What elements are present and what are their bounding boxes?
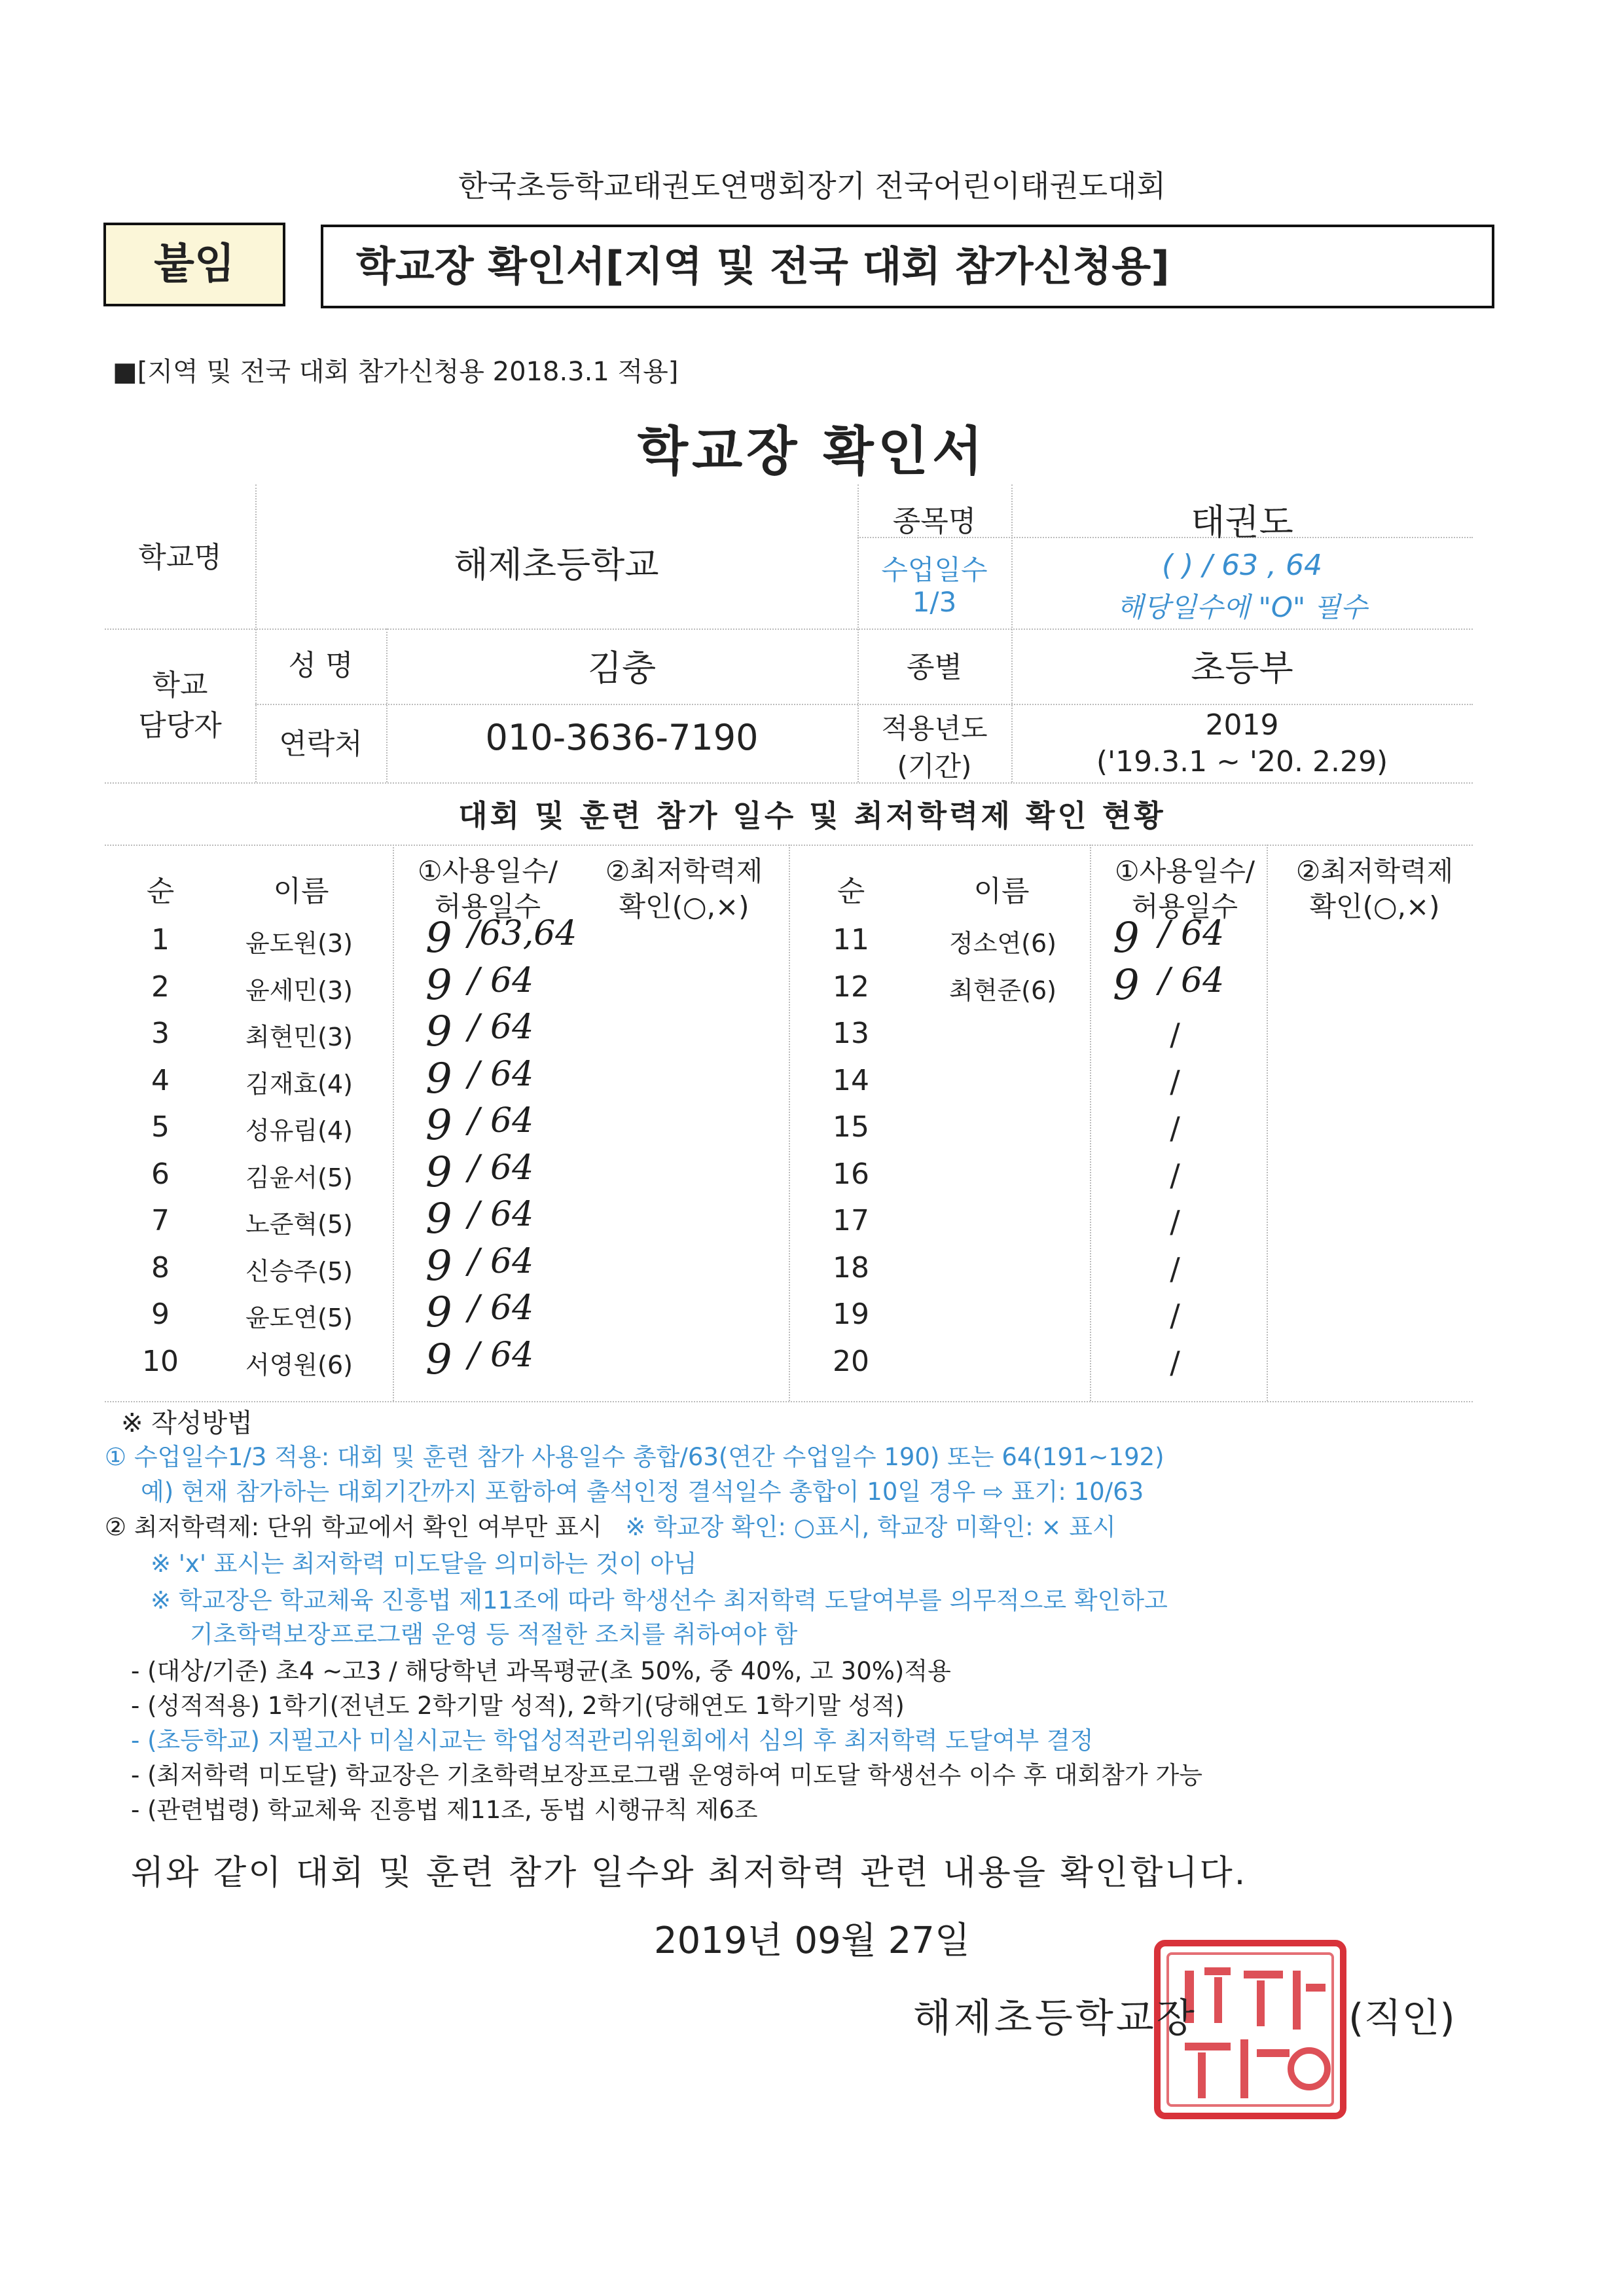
row-number: 14	[833, 1063, 869, 1097]
banner-title-box	[321, 225, 1494, 308]
contact-value: 010-3636-7190	[485, 717, 759, 758]
detail-5: - (관련법령) 학교체육 진흥법 제11조, 동법 시행규칙 제6조	[131, 1796, 758, 1824]
note-1b: 예) 현재 참가하는 대회기간까지 포함하여 출석인정 결석일수 총합이 10일 경우 ⇨ 표기: 10/63	[141, 1478, 1144, 1506]
division-value: 초등부	[1191, 647, 1293, 689]
used-days: 9	[425, 960, 452, 1010]
main-title: 학교장 확인서	[637, 421, 987, 482]
allowed-days: /	[1170, 1204, 1180, 1239]
student-name: 최현준(6)	[949, 975, 1056, 1005]
note-1a: ① 수업일수1/3 적용: 대회 및 훈련 참가 사용일수 총합/63(연간 수업일수 190) 또는 64(191~192)	[105, 1443, 1164, 1471]
confirm-text: 위와 같이 대회 및 훈련 참가 일수와 최저학력 관련 내용을 확인합니다.	[131, 1853, 1248, 1893]
allowed-days: / 64	[468, 1148, 534, 1188]
used-days: 9	[1113, 914, 1140, 962]
row-number: 13	[833, 1017, 869, 1050]
allowed-days: / 64	[468, 1054, 534, 1094]
student-name: 노준혁(5)	[245, 1210, 353, 1239]
used-days: 9	[1113, 960, 1140, 1010]
row-number: 12	[833, 970, 869, 1004]
row-number: 16	[833, 1157, 869, 1191]
allowed-days: /63,64	[468, 914, 577, 953]
allowed-days: / 64	[468, 1288, 534, 1328]
header-name-right: 이름	[973, 875, 1030, 908]
student-name: 서영원(6)	[245, 1350, 353, 1379]
school-name-value: 해제초등학교	[454, 544, 659, 585]
allowed-days: / 64	[468, 1008, 534, 1047]
row-number: 11	[833, 923, 869, 957]
allowed-days: / 64	[468, 960, 534, 1000]
header-days-left: ①사용일수/	[417, 855, 558, 887]
year-value: 2019	[1205, 708, 1279, 742]
used-days: 9	[425, 914, 452, 962]
allowed-days: /	[1170, 1110, 1180, 1146]
detail-4: - (최저학력 미도달) 학교장은 기초학력보장프로그램 운영하여 미도달 학생선수 이수 후 대회참가 가능	[131, 1761, 1203, 1789]
used-days: 9	[425, 1101, 452, 1150]
detail-2: - (성적적용) 1학기(전년도 2학기말 성적), 2학기(당해연도 1학기말 성적)	[131, 1692, 905, 1720]
allowed-days: / 64	[468, 1241, 534, 1281]
allowed-days: /	[1170, 1017, 1180, 1052]
allowed-days: /	[1170, 1344, 1180, 1380]
row-number: 4	[151, 1063, 170, 1097]
row-number: 9	[151, 1298, 170, 1331]
banner-title: 학교장 확인서[지역 및 전국 대회 참가신청용]	[356, 242, 1170, 290]
used-days: 9	[425, 1241, 452, 1290]
competition-header: 한국초등학교태권도연맹회장기 전국어린이태권도대회	[458, 168, 1166, 204]
header-days-right-2: 허용일수	[1131, 890, 1238, 922]
allowed-days: /	[1170, 1157, 1180, 1193]
note-4a: ※ 학교장은 학교체육 진흥법 제11조에 따라 학생선수 최저학력 도달여부를 의무적으로 확인하고	[151, 1586, 1168, 1614]
note-3: ※ 'x' 표시는 최저학력 미도달을 의미하는 것이 아님	[151, 1550, 697, 1578]
used-days: 9	[425, 1288, 452, 1337]
allowed-days: / 64	[468, 1195, 534, 1234]
school-name-label: 학교명	[138, 541, 222, 574]
header-min-right: ②최저학력제	[1295, 855, 1454, 887]
used-days: 9	[425, 1148, 452, 1197]
header-min-left: ②최저학력제	[605, 855, 763, 887]
student-name: 최현민(3)	[245, 1023, 353, 1051]
row-number: 18	[833, 1250, 869, 1285]
student-name: 신승주(5)	[245, 1256, 353, 1286]
signer-name: 해제초등학교장	[913, 1995, 1197, 2041]
row-number: 15	[833, 1110, 869, 1144]
method-title: ※ 작성방법	[121, 1408, 253, 1438]
header-no-right: 순	[837, 875, 865, 908]
note-2-text: ② 최저학력제: 단위 학교에서 확인 여부만 표시	[105, 1513, 602, 1541]
header-days-right: ①사용일수/	[1114, 855, 1255, 887]
status-title: 대회 및 훈련 참가 일수 및 최저학력제 확인 현황	[458, 798, 1166, 833]
used-days: 9	[425, 1008, 452, 1056]
row-number: 17	[833, 1204, 869, 1237]
allowed-days: /	[1170, 1250, 1180, 1286]
row-number: 2	[151, 970, 170, 1004]
header-no-left: 순	[146, 875, 175, 908]
row-number: 6	[151, 1157, 170, 1191]
student-name: 윤도연(5)	[245, 1303, 353, 1332]
detail-1: - (대상/기준) 초4 ~고3 / 해당학년 과목평균(초 50%, 중 40%, 고 30%)적용	[131, 1657, 951, 1685]
date: 2019년 09월 27일	[654, 1920, 970, 1962]
allowed-days: / 64	[468, 1335, 534, 1375]
student-name: 김윤서(5)	[245, 1163, 353, 1192]
contact-label: 연락처	[279, 727, 363, 761]
staff-label-1: 학교	[152, 668, 208, 702]
note-2	[105, 1507, 1116, 1542]
staff-label-2: 담당자	[138, 709, 222, 742]
allowed-days: / 64	[1159, 914, 1225, 953]
row-number: 1	[151, 923, 170, 957]
class-days-value: ( ) / 63 , 64	[1161, 549, 1323, 582]
header-min-left-2: 확인(○,×)	[619, 890, 749, 922]
student-name: 김재효(4)	[245, 1069, 353, 1099]
detail-3: - (초등학교) 지필고사 미실시교는 학업성적관리위원회에서 심의 후 최저학력 도달여부 결정	[131, 1726, 1094, 1755]
year-period-value: ('19.3.1 ~ '20. 2.29)	[1096, 745, 1388, 778]
class-days-ratio: 1/3	[912, 586, 957, 618]
sub-note: ■[지역 및 전국 대회 참가신청용 2018.3.1 적용]	[113, 357, 679, 387]
event-label: 종목명	[892, 505, 977, 538]
header-days-left-2: 허용일수	[434, 890, 541, 922]
note-4b: 기초학력보장프로그램 운영 등 적절한 조치를 취하여야 함	[190, 1620, 798, 1649]
row-number: 10	[142, 1344, 179, 1378]
name-value: 김충	[587, 647, 657, 689]
allowed-days: / 64	[468, 1101, 534, 1140]
used-days: 9	[425, 1054, 452, 1103]
year-period-label: (기간)	[897, 750, 972, 782]
allowed-days: / 64	[1159, 960, 1225, 1000]
class-days-note: 해당일수에 "O" 필수	[1117, 591, 1367, 623]
used-days: 9	[425, 1195, 452, 1243]
row-number: 19	[833, 1298, 869, 1331]
header-name-left: 이름	[273, 875, 329, 908]
student-name: 성유림(4)	[245, 1116, 353, 1145]
student-name: 윤도원(3)	[245, 929, 353, 958]
allowed-days: /	[1170, 1298, 1180, 1333]
class-days-label: 수업일수	[881, 554, 988, 586]
row-number: 8	[151, 1250, 170, 1285]
header-min-right-2: 확인(○,×)	[1309, 890, 1440, 922]
row-number: 5	[151, 1110, 170, 1144]
note-2-blue: ※ 학교장 확인: ○표시, 학교장 미확인: × 표시	[625, 1513, 1116, 1541]
event-value: 태권도	[1191, 501, 1293, 543]
used-days: 9	[425, 1335, 452, 1384]
attach-label-box	[103, 223, 285, 306]
name-label: 성 명	[288, 649, 353, 682]
division-label: 종별	[906, 651, 962, 684]
student-name: 윤세민(3)	[245, 975, 353, 1005]
student-name: 정소연(6)	[949, 929, 1056, 958]
row-number: 3	[151, 1017, 170, 1050]
row-number: 7	[151, 1204, 170, 1237]
attach-label: 붙임	[154, 240, 235, 289]
allowed-days: /	[1170, 1063, 1180, 1099]
year-label: 적용년도	[881, 712, 988, 744]
seal-label: (직인)	[1348, 1995, 1455, 2041]
row-number: 20	[833, 1344, 869, 1378]
